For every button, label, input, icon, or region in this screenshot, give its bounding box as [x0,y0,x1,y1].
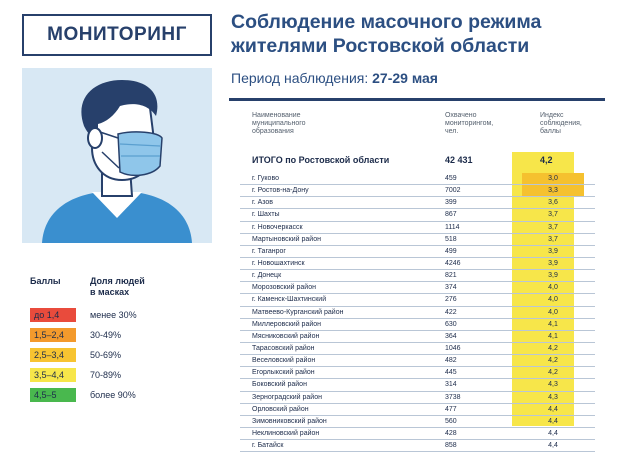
row-index: 4,4 [548,417,558,425]
legend-swatch: 2,5–3,4 [30,348,76,362]
total-row [240,152,595,170]
header-index-l3: баллы [540,128,561,135]
row-name: г. Новочеркасск [252,223,303,231]
title-line-2: жителями Ростовской области [231,35,530,57]
row-covered: 364 [445,332,457,340]
row-index: 3,3 [522,185,584,196]
row-index: 4,2 [548,369,558,377]
legend-share: 50-69% [90,350,122,360]
row-index: 3,9 [548,272,558,280]
row-covered: 445 [445,369,457,377]
table-row [240,270,595,282]
header-index-l2: соблюдения, [540,120,582,127]
table-row [240,173,595,185]
row-covered: 477 [445,405,457,413]
row-covered: 422 [445,308,457,316]
row-covered: 314 [445,381,457,389]
row-covered: 867 [445,211,457,219]
row-name: Мясниковский район [252,332,320,340]
table-row [240,404,595,416]
row-name: г. Гуково [252,175,279,182]
table-row [240,367,595,379]
header-name-l1: Наименование [252,112,301,119]
table-row [240,258,595,270]
row-covered: 518 [445,235,457,243]
row-index: 4,4 [548,429,558,437]
row-index: 3,6 [548,199,558,207]
row-index: 4,0 [548,284,558,292]
table-row [240,440,595,452]
row-covered: 1046 [445,344,461,352]
row-covered: 459 [445,175,457,182]
row-covered: 821 [445,272,457,280]
table-row [240,355,595,367]
header-name-l3: образования [252,128,294,135]
row-covered: 499 [445,247,457,255]
observation-period [231,70,438,86]
row-covered: 4246 [445,259,461,267]
row-index: 4,2 [548,357,558,365]
legend-share: более 90% [90,390,136,400]
row-covered: 399 [445,199,457,207]
row-index: 4,3 [548,381,558,389]
table-row [240,234,595,246]
legend-share: менее 30% [90,310,137,320]
page-title [231,10,631,58]
row-index: 3,9 [548,247,558,255]
total-covered: 42 431 [445,155,473,165]
row-index: 4,3 [548,393,558,401]
header-index [540,112,582,136]
row-name: Мартыновский район [252,235,321,243]
legend-swatch: 1,5–2,4 [30,328,76,342]
legend-col-share-l1: Доля людей [90,276,145,286]
row-covered: 1114 [445,223,460,231]
row-covered: 276 [445,296,457,304]
row-name: Миллеровский район [252,320,322,328]
legend-item [22,388,222,402]
table-row [240,379,595,391]
row-name: Зерноградский район [252,393,322,401]
table-row [240,416,595,428]
row-index: 4,4 [548,442,558,450]
header-covered-l2: мониторингом, [445,120,494,127]
row-name: г. Батайск [252,442,284,450]
row-index: 4,1 [548,332,558,340]
table-row [240,222,595,234]
table-body [240,173,595,452]
header-name [252,112,306,136]
legend-swatch: до 1,4 [30,308,76,322]
legend-col-share-l2: в масках [90,287,130,297]
row-index: 3,7 [548,235,558,243]
total-index: 4,2 [540,155,553,165]
row-name: г. Каменск-Шахтинский [252,296,327,304]
legend-item [22,368,222,382]
header-name-l2: муниципального [252,120,306,127]
row-name: г. Шахты [252,211,280,219]
table-row [240,343,595,355]
row-index: 3,0 [522,173,584,184]
table-row [240,428,595,440]
row-name: Тарасовский район [252,344,315,352]
legend-item [22,328,222,342]
row-name: г. Новошахтинск [252,259,305,267]
table-row [240,282,595,294]
monitoring-badge: МОНИТОРИНГ [22,14,212,56]
row-index: 4,4 [548,405,558,413]
row-name: г. Азов [252,199,273,207]
row-name: г. Таганрог [252,247,286,255]
legend-col-share [90,276,145,298]
row-covered: 630 [445,320,457,328]
row-index: 4,0 [548,308,558,316]
table-row [240,294,595,306]
header-covered-l3: чел. [445,128,459,135]
table-row [240,197,595,209]
legend-col-points: Баллы [30,276,61,286]
row-name: Егорлыкский район [252,369,315,377]
row-covered: 374 [445,284,457,292]
row-name: Орловский район [252,405,309,413]
row-name: Морозовский район [252,284,316,292]
table-row [240,331,595,343]
row-name: Зимовниковский район [252,417,327,425]
table-row [240,319,595,331]
title-line-1: Соблюдение масочного режима [231,11,542,33]
period-label: Период наблюдения: [231,70,369,86]
table-row [240,209,595,221]
row-index: 3,9 [548,259,558,267]
row-index: 4,1 [548,320,558,328]
row-name: г. Донецк [252,272,282,280]
header-covered [445,112,493,136]
row-name: г. Ростов-на-Дону [252,187,309,195]
row-covered: 560 [445,417,457,425]
total-name: ИТОГО по Ростовской области [252,155,390,165]
row-covered: 482 [445,357,457,365]
masked-person-illustration [22,68,212,243]
row-covered: 428 [445,429,457,437]
table-row [240,392,595,404]
legend-share: 70-89% [90,370,122,380]
row-covered: 3738 [445,393,461,401]
masked-person-icon [22,68,212,243]
table-row [240,307,595,319]
legend-swatch: 4,5–5 [30,388,76,402]
row-covered: 858 [445,442,457,450]
period-value: 27-29 мая [372,70,438,86]
legend-share: 30-49% [90,330,122,340]
row-name: Боковский район [252,381,307,389]
row-index: 3,7 [548,211,558,219]
table-row [240,246,595,258]
legend-item [22,348,222,362]
row-name: Веселовский район [252,357,316,365]
header-covered-l1: Охвачено [445,112,477,119]
row-name: Матвеево-Курганский район [252,308,344,316]
row-name: Неклиновский район [252,429,320,437]
row-covered: 7002 [445,187,461,195]
header-index-l1: Индекс [540,112,564,119]
legend-swatch: 3,5–4,4 [30,368,76,382]
row-index: 4,0 [548,296,558,304]
row-index: 3,7 [548,223,558,231]
table-row [240,185,595,197]
row-index: 4,2 [548,344,558,352]
legend-item [22,308,222,322]
